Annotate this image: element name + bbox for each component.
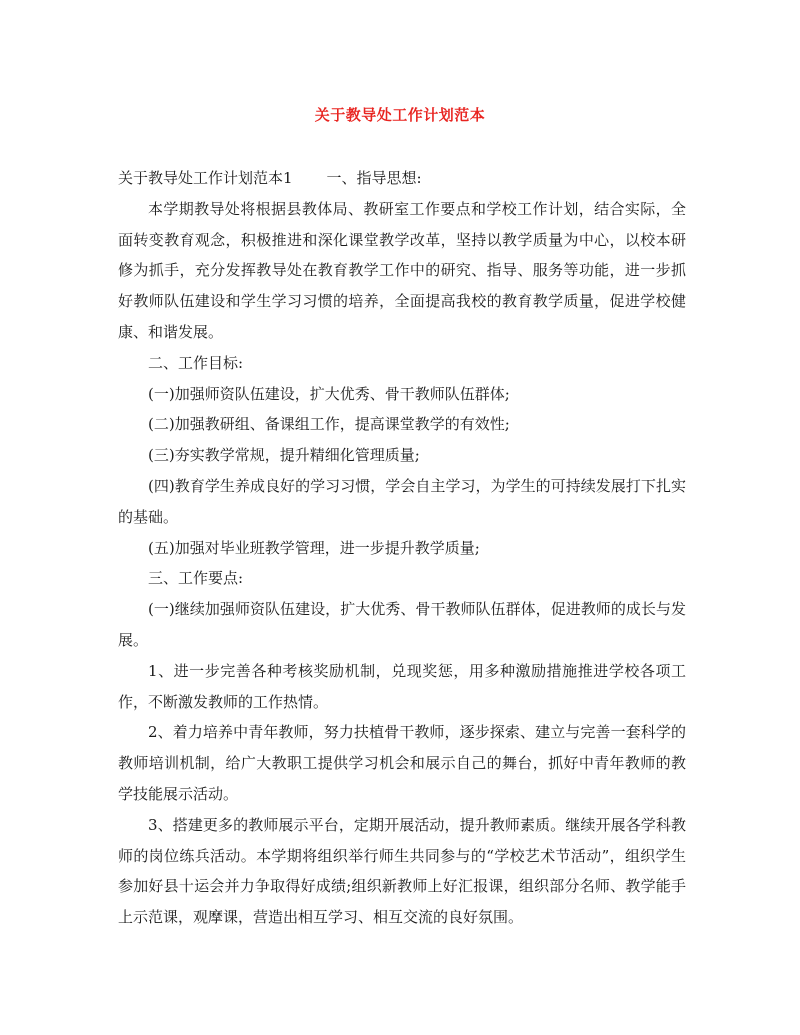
goal-item-1: (一)加强师资队伍建设，扩大优秀、骨干教师队伍群体; (148, 384, 510, 403)
intro-heading: 一、指导思想: (326, 169, 422, 187)
heading-work-points: 三、工作要点: (148, 569, 244, 588)
goal-item-5: (五)加强对毕业班教学管理，进一步提升教学质量; (148, 538, 480, 557)
intro-line (118, 163, 686, 194)
document-title: 关于教导处工作计划范本 (314, 106, 486, 124)
point-subitem-2: 2、着力培养中青年教师，努力扶植骨干教师，逐步探索、建立与完善一套科学的教师培训机制，给广大教职工提供学习机会和展示自己的舞台，抓好中青年教师的教学技能展示活动。 (118, 723, 686, 803)
goal-item-2: (二)加强教研组、备课组工作，提高课堂教学的有效性; (148, 415, 510, 434)
document-body (118, 163, 686, 933)
point-subitem-3: 3、搭建更多的教师展示平台，定期开展活动，提升教师素质。继续开展各学科教师的岗位练兵活动。本学期将组织举行师生共同参与的“学校艺术节活动”，组织学生参加好县十运会并力争取得好成绩;组织新教师上好汇报课，组织部分名师、教学能手上示范课，观摩课，营造出相互学习、相互交流的良好氛围。 (118, 815, 686, 927)
heading-work-goals: 二、工作目标: (148, 353, 244, 372)
intro-label: 关于教导处工作计划范本1 (118, 169, 293, 187)
paragraph-guiding-ideas: 本学期教导处将根据县教体局、教研室工作要点和学校工作计划，结合实际，全面转变教育观念，积极推进和深化课堂教学改革，坚持以教学质量为中心，以校本研修为抓手，充分发挥教导处在教育教学工作中的研究、指导、服务等功能，进一步抓好教师队伍建设和学生学习习惯的培养，全面提高我校的教育教学质量，促进学校健康、和谐发展。 (118, 199, 686, 341)
point-item-1: (一)继续加强师资队伍建设，扩大优秀、骨干教师队伍群体，促进教师的成长与发展。 (118, 600, 686, 649)
goal-item-4: (四)教育学生养成良好的学习习惯，学会自主学习，为学生的可持续发展打下扎实的基础。 (118, 476, 686, 526)
goal-item-3: (三)夯实教学常规，提升精细化管理质量; (148, 446, 420, 465)
point-subitem-1: 1、进一步完善各种考核奖励机制，兑现奖惩，用多种激励措施推进学校各项工作，不断激发教师的工作热情。 (118, 661, 686, 711)
